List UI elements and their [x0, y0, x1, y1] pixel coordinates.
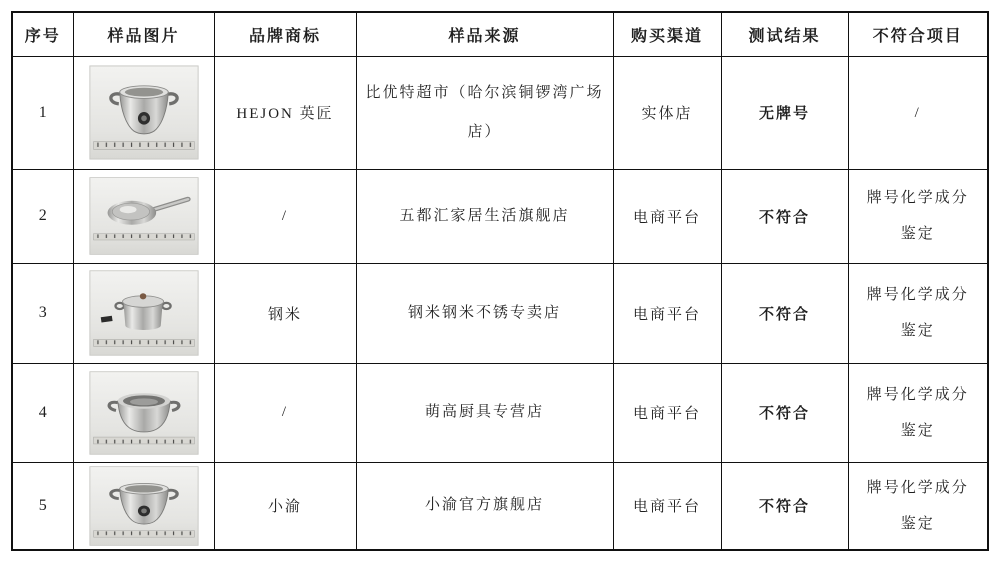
channel-cell: 电商平台: [613, 363, 721, 462]
sample-photo-lidded-pot: [88, 269, 200, 357]
table-row: [12, 462, 988, 550]
source-cell: 小渝官方旗舰店: [356, 462, 613, 550]
row-no: 1: [12, 56, 73, 169]
result-cell: 无牌号: [721, 56, 848, 169]
col-header-source: 样品来源: [356, 12, 613, 56]
nonconforming-cell: /: [848, 56, 988, 169]
sample-photo-stockpot: [88, 64, 200, 161]
test-result-table: [11, 11, 989, 551]
sample-photo-stockpot: [88, 465, 200, 547]
source-cell: 萌高厨具专营店: [356, 363, 613, 462]
channel-cell: 电商平台: [613, 169, 721, 263]
col-header-sample-image: 样品图片: [73, 12, 214, 56]
source-cell: 比优特超市（哈尔滨铜锣湾广场店）: [356, 56, 613, 169]
sample-photo-cell: [73, 169, 214, 263]
sample-photo-cell: [73, 462, 214, 550]
row-no: 3: [12, 263, 73, 363]
result-cell: 不符合: [721, 363, 848, 462]
nonconforming-cell: 牌号化学成分鉴定: [848, 363, 988, 462]
col-header-no: 序号: [12, 12, 73, 56]
source-cell: 钢米钢米不锈专卖店: [356, 263, 613, 363]
result-cell: 不符合: [721, 462, 848, 550]
sample-photo-cell: [73, 363, 214, 462]
col-header-channel: 购买渠道: [613, 12, 721, 56]
col-header-brand: 品牌商标: [214, 12, 356, 56]
row-no: 2: [12, 169, 73, 263]
result-cell: 不符合: [721, 263, 848, 363]
brand-cell: 钢米: [214, 263, 356, 363]
sample-photo-cell: [73, 56, 214, 169]
table-row: [12, 363, 988, 462]
sample-photo-wide-pot: [88, 370, 200, 456]
sample-photo-cell: [73, 263, 214, 363]
header-row: [12, 12, 988, 56]
row-no: 5: [12, 462, 73, 550]
brand-cell: /: [214, 169, 356, 263]
brand-cell: HEJON 英匠: [214, 56, 356, 169]
source-cell: 五都汇家居生活旗舰店: [356, 169, 613, 263]
table-row: [12, 56, 988, 169]
nonconforming-cell: 牌号化学成分鉴定: [848, 169, 988, 263]
col-header-nonconforming: 不符合项目: [848, 12, 988, 56]
channel-cell: 实体店: [613, 56, 721, 169]
row-no: 4: [12, 363, 73, 462]
sample-photo-frying-pan: [88, 176, 200, 256]
channel-cell: 电商平台: [613, 462, 721, 550]
nonconforming-cell: 牌号化学成分鉴定: [848, 263, 988, 363]
brand-cell: /: [214, 363, 356, 462]
nonconforming-cell: 牌号化学成分鉴定: [848, 462, 988, 550]
table-row: [12, 263, 988, 363]
col-header-result: 测试结果: [721, 12, 848, 56]
brand-cell: 小渝: [214, 462, 356, 550]
table-row: [12, 169, 988, 263]
channel-cell: 电商平台: [613, 263, 721, 363]
result-cell: 不符合: [721, 169, 848, 263]
